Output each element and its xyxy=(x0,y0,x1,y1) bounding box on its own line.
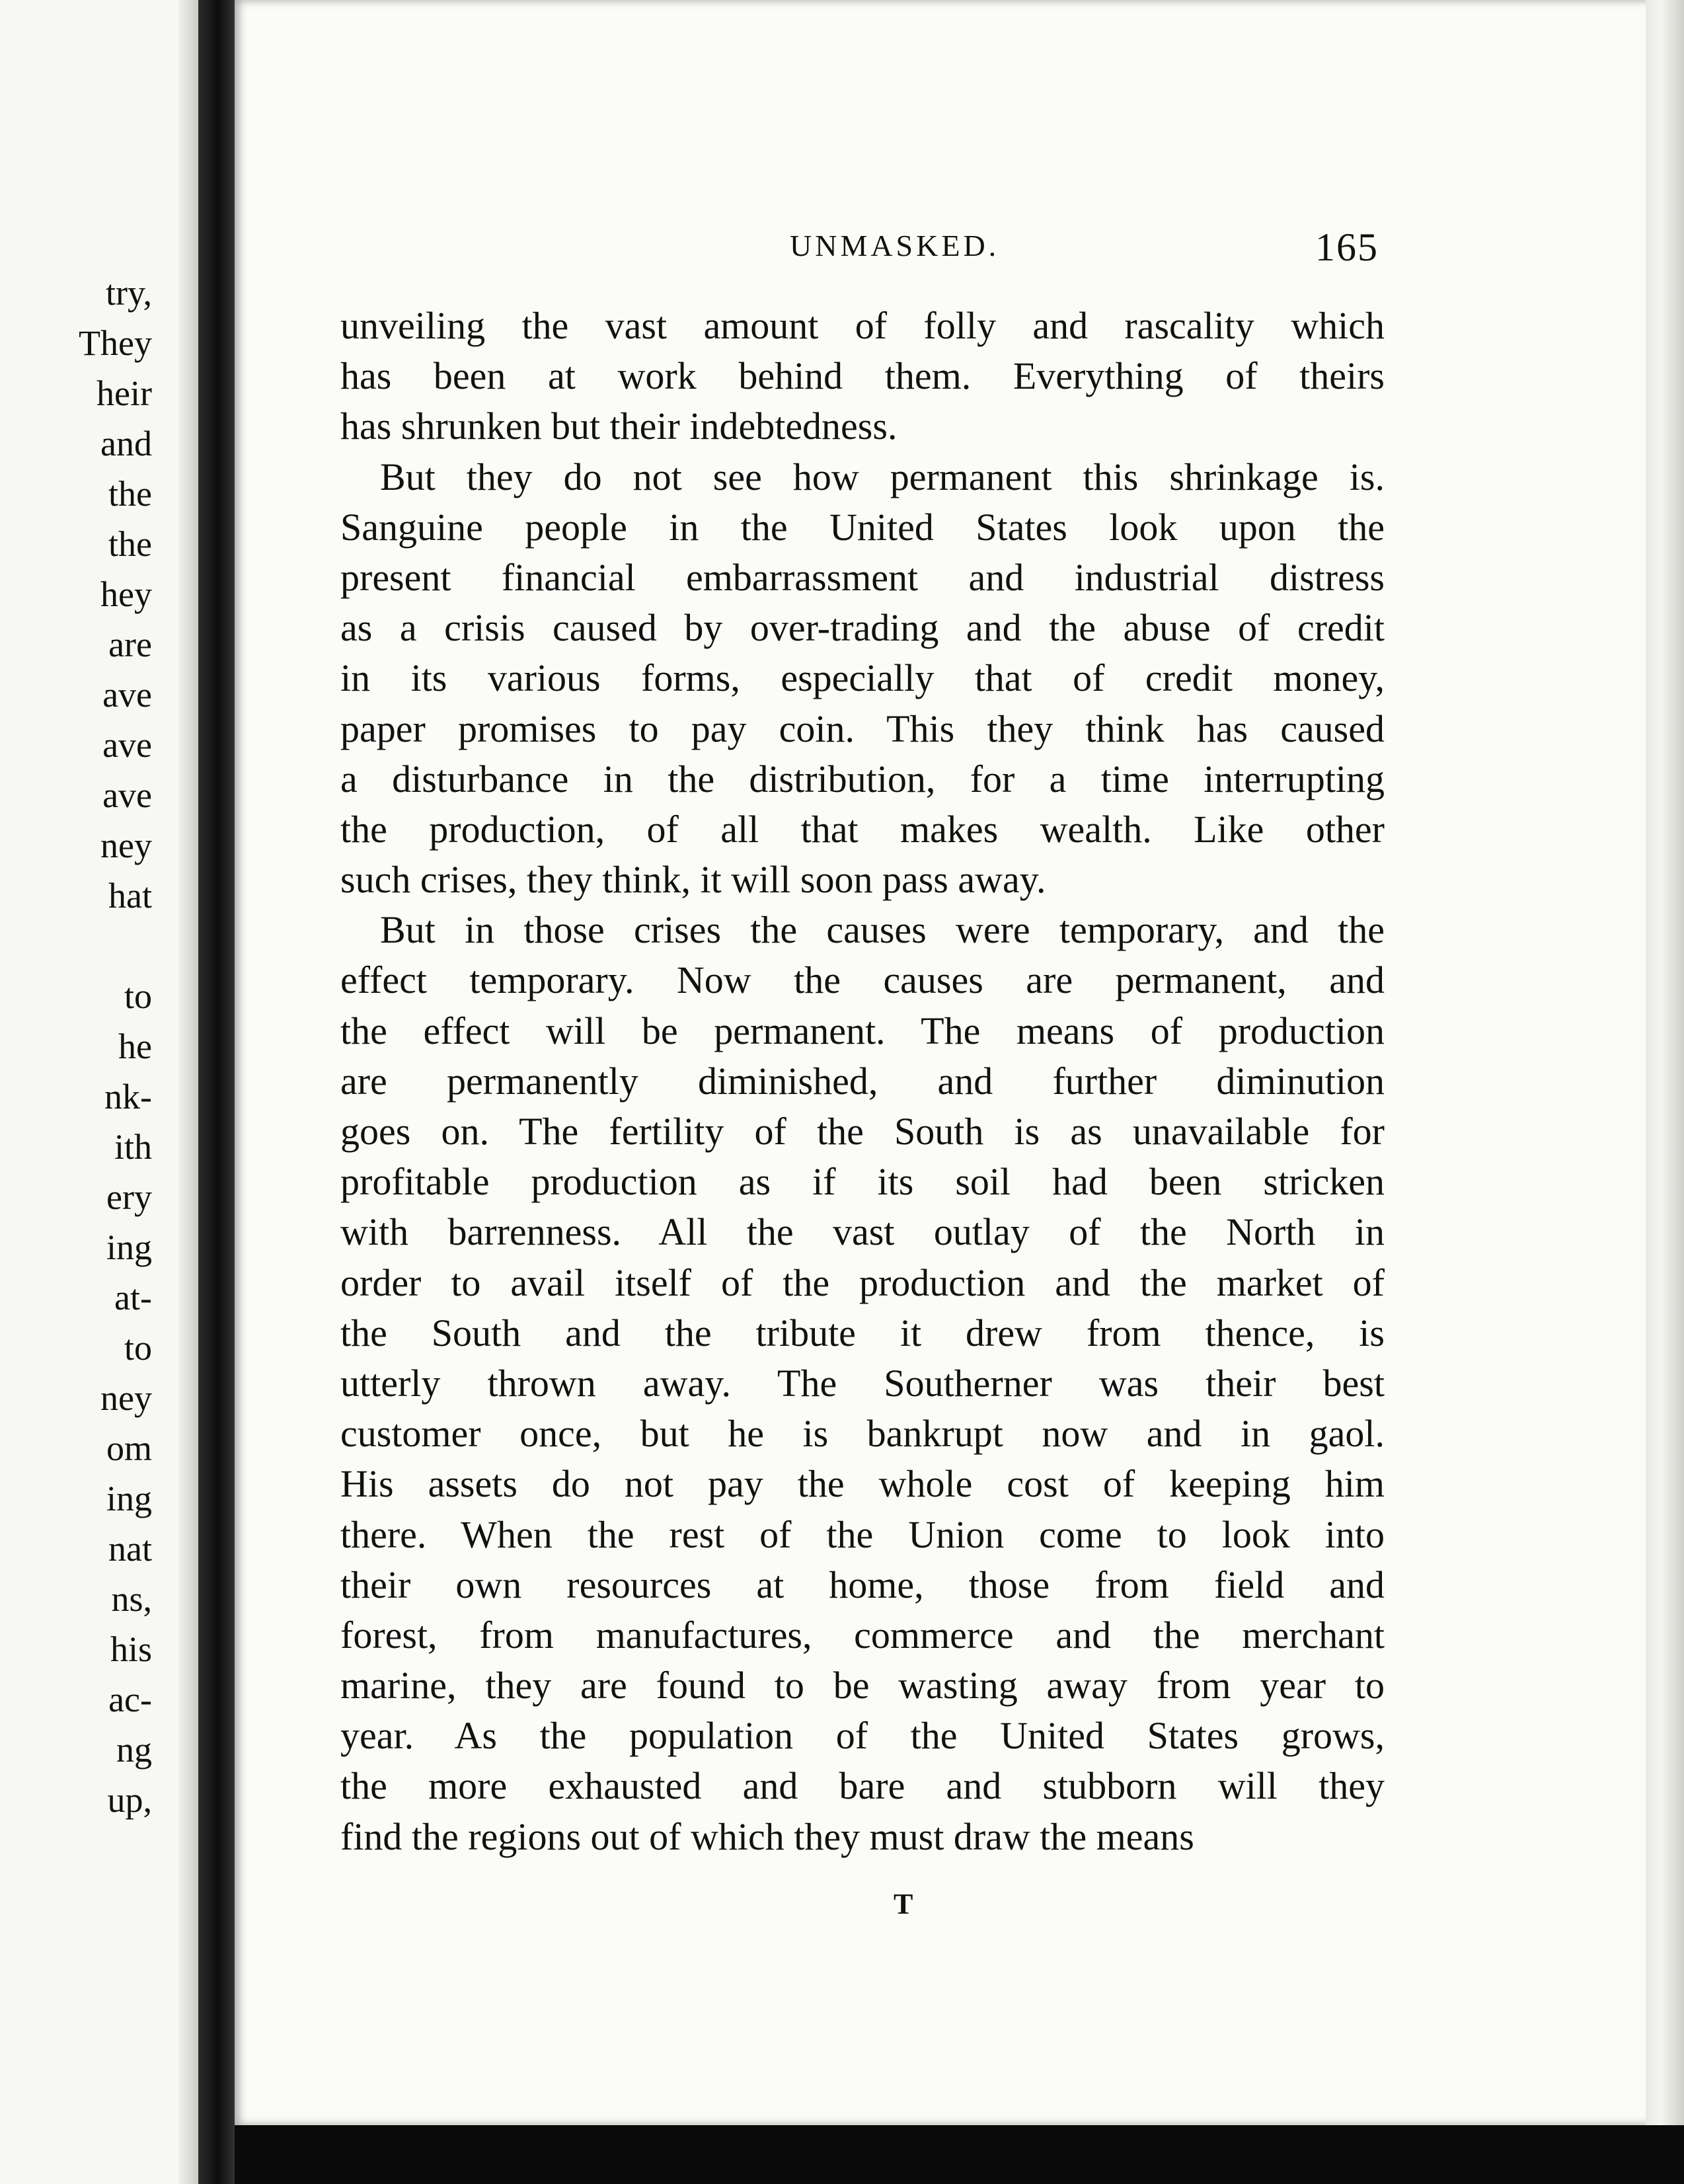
left-page-line-fragments xyxy=(0,268,152,1825)
text-line: forest, from manufactures, commerce and the merchant xyxy=(340,1613,1385,1657)
left-page-line: his xyxy=(110,1629,152,1669)
running-head: UNMASKED. xyxy=(790,229,1000,262)
left-page-line: nat xyxy=(108,1529,152,1569)
left-page-line: nk- xyxy=(104,1077,152,1116)
left-page-line: ing xyxy=(106,1228,152,1267)
left-page-line: and xyxy=(100,424,152,463)
text-line: a disturbance in the distribution, for a time interrupting xyxy=(340,757,1385,800)
text-line: has been at work behind them. Everything of theirs xyxy=(340,354,1385,398)
left-page-line xyxy=(0,921,152,971)
text-line: Sanguine people in the United States look upon the xyxy=(340,505,1385,549)
left-page-line: the xyxy=(108,524,152,564)
left-page-line: om xyxy=(106,1428,152,1468)
left-page-line: the xyxy=(108,474,152,514)
left-page-line: to xyxy=(124,976,152,1016)
left-page-line: ng xyxy=(116,1730,152,1770)
scan-bottom-band xyxy=(235,2125,1684,2184)
text-line: unveiling the vast amount of folly and rascality which xyxy=(340,304,1385,347)
left-page-line: hey xyxy=(100,574,152,614)
left-page-line: ith xyxy=(114,1127,152,1167)
text-line: such crises, they think, it will soon pass away. xyxy=(340,858,1046,902)
text-line: order to avail itself of the production and the market of xyxy=(340,1261,1385,1304)
left-page-line: ac- xyxy=(108,1680,152,1719)
left-page-line: ave xyxy=(102,725,152,765)
text-line: has shrunken but their indebtedness. xyxy=(340,405,898,448)
left-page-line: They xyxy=(79,323,152,363)
text-line: there. When the rest of the Union come to look into xyxy=(340,1512,1385,1556)
text-line: the effect will be permanent. The means of production xyxy=(340,1009,1385,1052)
text-line: the South and the tribute it drew from thence, is xyxy=(340,1311,1385,1354)
left-page-line: heir xyxy=(96,373,152,413)
page-edge xyxy=(1646,0,1684,2184)
left-page-line: up, xyxy=(107,1780,152,1820)
left-page-line: he xyxy=(118,1027,152,1066)
text-line: profitable production as if its soil had been stricken xyxy=(340,1160,1385,1204)
left-page-line: try, xyxy=(106,273,152,313)
text-line: goes on. The fertility of the South is as unavailable for xyxy=(340,1110,1385,1153)
left-page-line: at- xyxy=(114,1278,152,1317)
left-page-line: ney xyxy=(100,826,152,865)
left-page-line: ney xyxy=(100,1378,152,1418)
text-line: in its various forms, especially that of credit money, xyxy=(340,656,1385,700)
text-line: the production, of all that makes wealth. Like other xyxy=(340,807,1385,851)
left-page-line: are xyxy=(108,625,152,664)
text-line: year. As the population of the United States grows, xyxy=(340,1714,1385,1758)
text-line: His assets do not pay the whole cost of keeping him xyxy=(340,1462,1385,1506)
text-line: the more exhausted and bare and stubborn will they xyxy=(340,1764,1385,1808)
text-line: as a crisis caused by over-trading and the abuse of credit xyxy=(340,606,1385,650)
text-line: their own resources at home, those from field and xyxy=(340,1563,1385,1606)
text-line: are permanently diminished, and further diminution xyxy=(340,1059,1385,1103)
left-page-line: ns, xyxy=(111,1579,152,1619)
left-page-line: ave xyxy=(102,675,152,715)
left-page-line: to xyxy=(124,1328,152,1368)
left-page-line: ave xyxy=(102,775,152,815)
text-line: effect temporary. Now the causes are permanent, and xyxy=(340,958,1385,1002)
signature-mark: T xyxy=(894,1888,913,1920)
text-line: with barrenness. All the vast outlay of the North in xyxy=(340,1210,1385,1254)
page-number: 165 xyxy=(1315,225,1379,269)
text-line: find the regions out of which they must draw the means xyxy=(340,1814,1194,1858)
text-line: But in those crises the causes were temporary, and the xyxy=(380,908,1385,952)
text-line: paper promises to pay coin. This they think has caused xyxy=(340,707,1385,750)
text-line: utterly thrown away. The Southerner was their best xyxy=(340,1361,1385,1405)
body-text xyxy=(340,301,1385,1862)
text-line: marine, they are found to be wasting away from year to xyxy=(340,1664,1385,1707)
book-gutter xyxy=(198,0,238,2184)
left-page-line: hat xyxy=(108,876,152,916)
text-line: customer once, but he is bankrupt now and in gaol. xyxy=(340,1412,1385,1456)
left-page-fragment xyxy=(0,0,225,2184)
left-page-line: ing xyxy=(106,1479,152,1518)
text-line: present financial embarrassment and industrial distress xyxy=(340,555,1385,599)
text-line: But they do not see how permanent this shrinkage is. xyxy=(380,455,1385,498)
left-page-line: ery xyxy=(106,1177,152,1217)
